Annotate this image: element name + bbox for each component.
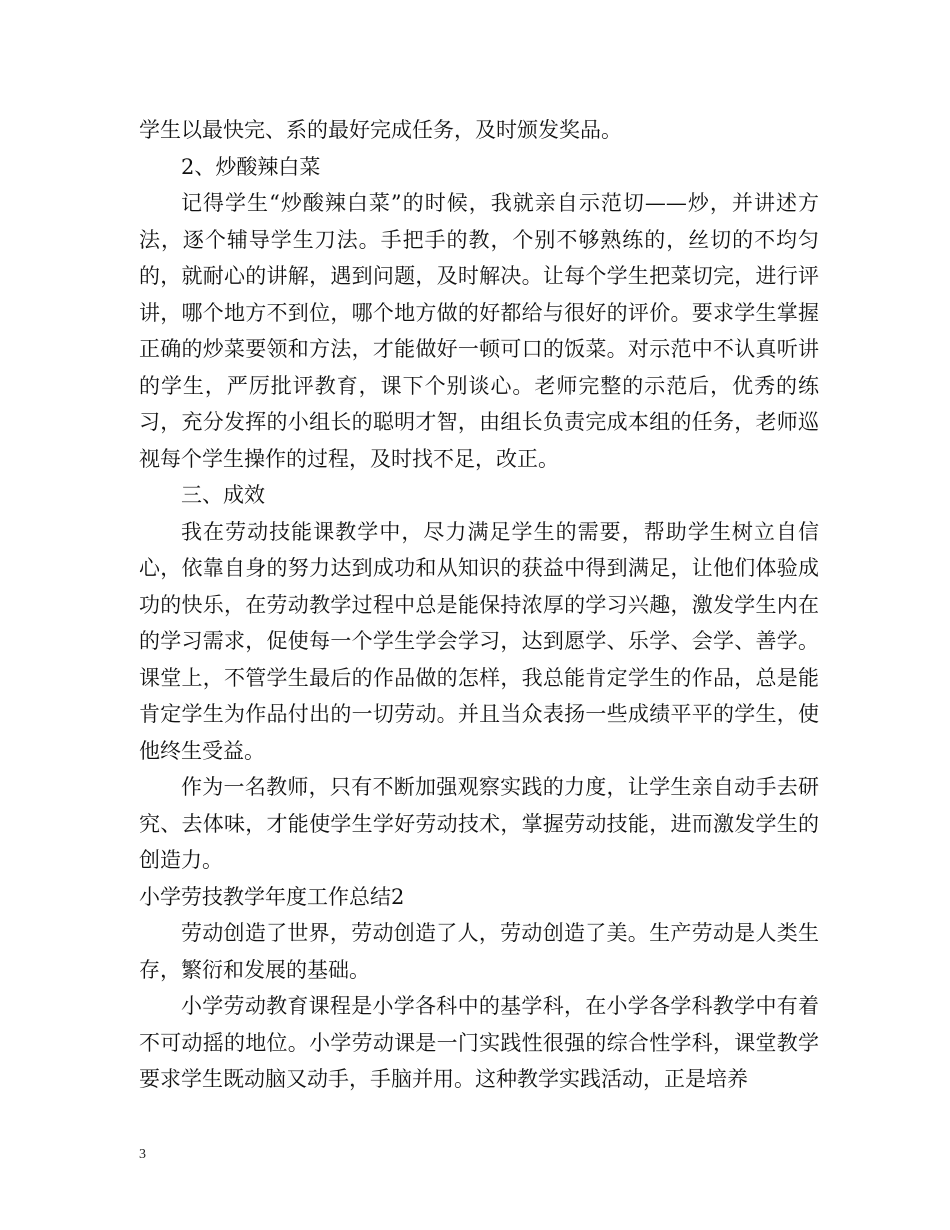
page-number: 3	[139, 1147, 146, 1162]
paragraph-labor-intro: 劳动创造了世界，劳动创造了人，劳动创造了美。生产劳动是人类生存，繁衍和发展的基础。	[139, 921, 819, 982]
document-body	[139, 112, 819, 1098]
subheading-stir-fry: 2、炒酸辣白菜	[181, 154, 321, 179]
paragraph-continuation: 学生以最快完、系的最好完成任务，及时颁发奖品。	[139, 118, 622, 142]
paragraph-labor-course: 小学劳动教育课程是小学各科中的基学科，在小学各学科教学中有着不可动摇的地位。小学劳动课是一门实践性很强的综合性学科，课堂教学要求学生既动脑又动手，手脑并用。这种教学实践活动，正是培养	[139, 994, 819, 1091]
article-title-2: 小学劳技教学年度工作总结2	[139, 884, 405, 909]
section-heading-results: 三、成效	[181, 483, 265, 507]
paragraph-stir-fry-description: 记得学生“炒酸辣白菜”的时候，我就亲自示范切——炒，并讲述方法，逐个辅导学生刀法。手把手的教，个别不够熟练的，丝切的不均匀的，就耐心的讲解，遇到问题，及时解决。让每个学生把菜切完，进行评讲，哪个地方不到位，哪个地方做的好都给与很好的评价。要求学生掌握正确的炒菜要领和方法，才能做好一顿可口的饭菜。对示范中不认真听讲的学生，严厉批评教育，课下个别谈心。老师完整的示范后，优秀的练习，充分发挥的小组长的聪明才智，由组长负责完成本组的任务，老师巡视每个学生操作的过程，及时找不足，改正。	[139, 191, 819, 471]
paragraph-teacher-role: 作为一名教师，只有不断加强观察实践的力度，让学生亲自动手去研究、去体味，才能使学生学好劳动技术，掌握劳动技能，进而激发学生的创造力。	[139, 775, 819, 872]
paragraph-results: 我在劳动技能课教学中，尽力满足学生的需要，帮助学生树立自信心，依靠自身的努力达到成功和从知识的获益中得到满足，让他们体验成功的快乐，在劳动教学过程中总是能保持浓厚的学习兴趣，激发学生内在的学习需求，促使每一个学生学会学习，达到愿学、乐学、会学、善学。课堂上，不管学生最后的作品做的怎样，我总能肯定学生的作品，总是能肯定学生为作品付出的一切劳动。并且当众表扬一些成绩平平的学生，使他终生受益。	[139, 519, 819, 763]
